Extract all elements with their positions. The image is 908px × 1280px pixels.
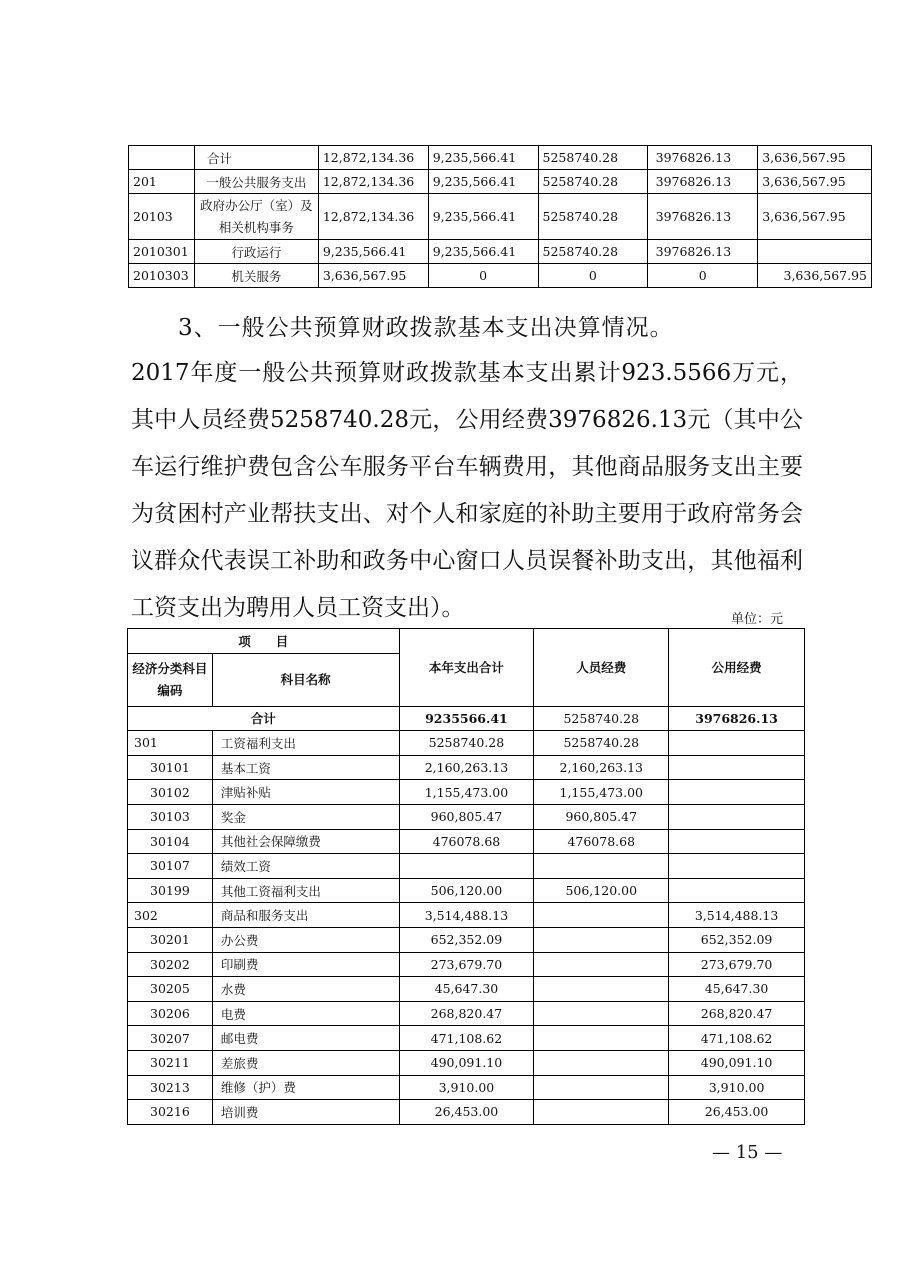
unit-label: 单位：元 bbox=[731, 612, 784, 627]
row-code: 20103 bbox=[129, 194, 195, 240]
table-row bbox=[128, 804, 805, 829]
row-code: 30101 bbox=[128, 755, 213, 780]
cell-total bbox=[399, 854, 534, 879]
row-code: 30102 bbox=[128, 780, 213, 805]
cell-value: 0 bbox=[428, 264, 538, 288]
row-code: 201 bbox=[129, 170, 195, 194]
header-public: 公用经费 bbox=[669, 629, 805, 707]
cell-total: 45,647.30 bbox=[399, 977, 534, 1002]
cell-total: 652,352.09 bbox=[399, 927, 534, 952]
cell-public bbox=[669, 780, 805, 805]
cell-public: 26,453.00 bbox=[669, 1100, 805, 1125]
cell-personnel bbox=[534, 1100, 669, 1125]
row-name: 合计 bbox=[194, 146, 318, 170]
table-row bbox=[128, 1026, 805, 1051]
row-name: 工资福利支出 bbox=[212, 731, 399, 756]
cell-personnel bbox=[534, 854, 669, 879]
cell-value: 5258740.28 bbox=[538, 170, 648, 194]
cell-public bbox=[669, 854, 805, 879]
cell-public bbox=[669, 804, 805, 829]
row-code: 30103 bbox=[128, 804, 213, 829]
cell-value: 3976826.13 bbox=[648, 146, 758, 170]
cell-total: 3,514,488.13 bbox=[399, 903, 534, 928]
row-name: 邮电费 bbox=[212, 1026, 399, 1051]
row-name: 绩效工资 bbox=[212, 854, 399, 879]
row-name: 差旅费 bbox=[212, 1050, 399, 1075]
row-name: 其他工资福利支出 bbox=[212, 878, 399, 903]
table-row bbox=[128, 977, 805, 1002]
row-code: 30199 bbox=[128, 878, 213, 903]
row-code: 301 bbox=[128, 731, 213, 756]
header-row bbox=[128, 629, 805, 654]
cell-value: 5258740.28 bbox=[538, 146, 648, 170]
cell-value: 3,636,567.95 bbox=[758, 194, 872, 240]
body-paragraph: 2017年度一般公共预算财政拨款基本支出累计923.5566万元，其中人员经费5258740.28元，公用经费3976826.13元（其中公车运行维护费包含公车服务平台车辆费用，其他商品服务支出主要为贫困村产业帮扶支出、对个人和家庭的补助主要用于政府常务会议群众代表误工补助和政务中心窗口人员误餐补助支出，其他福利工资支出为聘用人员工资支出）。 bbox=[131, 360, 803, 621]
section-heading: 3、一般公共预算财政拨款基本支出决算情况。 bbox=[178, 315, 674, 341]
cell-public: 3,910.00 bbox=[669, 1075, 805, 1100]
cell-total: 960,805.47 bbox=[399, 804, 534, 829]
row-name: 培训费 bbox=[212, 1100, 399, 1125]
table-row bbox=[128, 952, 805, 977]
table-row bbox=[128, 1100, 805, 1125]
cell-value: 3,636,567.95 bbox=[318, 264, 428, 288]
row-name: 一般公共服务支出 bbox=[194, 170, 318, 194]
row-code: 30107 bbox=[128, 854, 213, 879]
cell-personnel: 960,805.47 bbox=[534, 804, 669, 829]
row-code: 2010301 bbox=[129, 240, 195, 264]
cell-personnel: 5258740.28 bbox=[534, 731, 669, 756]
row-code bbox=[129, 146, 195, 170]
header-project: 项 目 bbox=[128, 629, 400, 654]
row-name: 电费 bbox=[212, 1001, 399, 1026]
cell-total: 5258740.28 bbox=[399, 731, 534, 756]
cell-public: 490,091.10 bbox=[669, 1050, 805, 1075]
row-name: 政府办公厅（室）及相关机构事务 bbox=[194, 194, 318, 240]
cell-value: 3,636,567.95 bbox=[758, 264, 872, 288]
table-row bbox=[128, 927, 805, 952]
total-public: 3976826.13 bbox=[669, 706, 805, 731]
table-row bbox=[129, 264, 872, 288]
row-name: 其他社会保障缴费 bbox=[212, 829, 399, 854]
cell-personnel: 506,120.00 bbox=[534, 878, 669, 903]
row-name: 印刷费 bbox=[212, 952, 399, 977]
table-row bbox=[128, 1001, 805, 1026]
header-total: 本年支出合计 bbox=[399, 629, 534, 707]
cell-total: 1,155,473.00 bbox=[399, 780, 534, 805]
cell-public: 45,647.30 bbox=[669, 977, 805, 1002]
cell-total: 506,120.00 bbox=[399, 878, 534, 903]
cell-value: 12,872,134.36 bbox=[318, 194, 428, 240]
basic-expenditure-table bbox=[127, 628, 805, 1125]
cell-total: 26,453.00 bbox=[399, 1100, 534, 1125]
cell-value: 3976826.13 bbox=[648, 240, 758, 264]
table-row bbox=[128, 878, 805, 903]
cell-value: 12,872,134.36 bbox=[318, 170, 428, 194]
cell-value: 3,636,567.95 bbox=[758, 170, 872, 194]
table-row bbox=[128, 755, 805, 780]
cell-value: 0 bbox=[648, 264, 758, 288]
row-name: 维修（护）费 bbox=[212, 1075, 399, 1100]
cell-total: 2,160,263.13 bbox=[399, 755, 534, 780]
header-code: 经济分类科目编码 bbox=[128, 653, 213, 706]
cell-value: 5258740.28 bbox=[538, 194, 648, 240]
cell-total: 471,108.62 bbox=[399, 1026, 534, 1051]
cell-public bbox=[669, 731, 805, 756]
cell-value: 9,235,566.41 bbox=[428, 194, 538, 240]
row-code: 30216 bbox=[128, 1100, 213, 1125]
cell-total: 490,091.10 bbox=[399, 1050, 534, 1075]
cell-personnel bbox=[534, 952, 669, 977]
cell-value bbox=[758, 240, 872, 264]
cell-value: 5258740.28 bbox=[538, 240, 648, 264]
cell-personnel bbox=[534, 1026, 669, 1051]
cell-value: 3976826.13 bbox=[648, 170, 758, 194]
cell-personnel: 2,160,263.13 bbox=[534, 755, 669, 780]
cell-personnel bbox=[534, 977, 669, 1002]
row-code: 30202 bbox=[128, 952, 213, 977]
row-code: 30213 bbox=[128, 1075, 213, 1100]
cell-value: 0 bbox=[538, 264, 648, 288]
cell-public bbox=[669, 878, 805, 903]
table-row bbox=[129, 194, 872, 240]
table-row bbox=[129, 146, 872, 170]
row-name: 基本工资 bbox=[212, 755, 399, 780]
cell-personnel bbox=[534, 903, 669, 928]
cell-public: 268,820.47 bbox=[669, 1001, 805, 1026]
row-code: 30201 bbox=[128, 927, 213, 952]
row-name: 奖金 bbox=[212, 804, 399, 829]
table-row bbox=[128, 903, 805, 928]
cell-public bbox=[669, 829, 805, 854]
total-row bbox=[128, 706, 805, 731]
row-name: 商品和服务支出 bbox=[212, 903, 399, 928]
row-code: 30104 bbox=[128, 829, 213, 854]
cell-total: 268,820.47 bbox=[399, 1001, 534, 1026]
cell-public bbox=[669, 755, 805, 780]
cell-total: 273,679.70 bbox=[399, 952, 534, 977]
cell-value: 9,235,566.41 bbox=[318, 240, 428, 264]
cell-total: 476078.68 bbox=[399, 829, 534, 854]
row-code: 30207 bbox=[128, 1026, 213, 1051]
total-sum: 9235566.41 bbox=[399, 706, 534, 731]
table-row bbox=[128, 1075, 805, 1100]
table-row bbox=[129, 240, 872, 264]
cell-personnel: 476078.68 bbox=[534, 829, 669, 854]
row-name: 办公费 bbox=[212, 927, 399, 952]
page-number: — 15 — bbox=[712, 1142, 783, 1163]
row-code: 30206 bbox=[128, 1001, 213, 1026]
total-label: 合计 bbox=[128, 706, 400, 731]
cell-value: 3,636,567.95 bbox=[758, 146, 872, 170]
cell-value: 9,235,566.41 bbox=[428, 240, 538, 264]
row-code: 2010303 bbox=[129, 264, 195, 288]
cell-value: 9,235,566.41 bbox=[428, 146, 538, 170]
header-personnel: 人员经费 bbox=[534, 629, 669, 707]
cell-personnel bbox=[534, 1050, 669, 1075]
table-row bbox=[129, 170, 872, 194]
header-name: 科目名称 bbox=[212, 653, 399, 706]
row-code: 302 bbox=[128, 903, 213, 928]
cell-public: 3,514,488.13 bbox=[669, 903, 805, 928]
cell-personnel bbox=[534, 927, 669, 952]
cell-personnel bbox=[534, 1075, 669, 1100]
table-row bbox=[128, 1050, 805, 1075]
cell-public: 273,679.70 bbox=[669, 952, 805, 977]
cell-value: 9,235,566.41 bbox=[428, 170, 538, 194]
row-name: 津贴补贴 bbox=[212, 780, 399, 805]
row-code: 30205 bbox=[128, 977, 213, 1002]
cell-total: 3,910.00 bbox=[399, 1075, 534, 1100]
table-row bbox=[128, 780, 805, 805]
cell-value: 3976826.13 bbox=[648, 194, 758, 240]
row-name: 行政运行 bbox=[194, 240, 318, 264]
row-name: 水费 bbox=[212, 977, 399, 1002]
row-name: 机关服务 bbox=[194, 264, 318, 288]
total-personnel: 5258740.28 bbox=[534, 706, 669, 731]
top-expenditure-table bbox=[128, 145, 872, 288]
row-code: 30211 bbox=[128, 1050, 213, 1075]
cell-value: 12,872,134.36 bbox=[318, 146, 428, 170]
cell-personnel: 1,155,473.00 bbox=[534, 780, 669, 805]
table-row bbox=[128, 829, 805, 854]
cell-public: 471,108.62 bbox=[669, 1026, 805, 1051]
table-row bbox=[128, 854, 805, 879]
table-row bbox=[128, 731, 805, 756]
cell-public: 652,352.09 bbox=[669, 927, 805, 952]
cell-personnel bbox=[534, 1001, 669, 1026]
